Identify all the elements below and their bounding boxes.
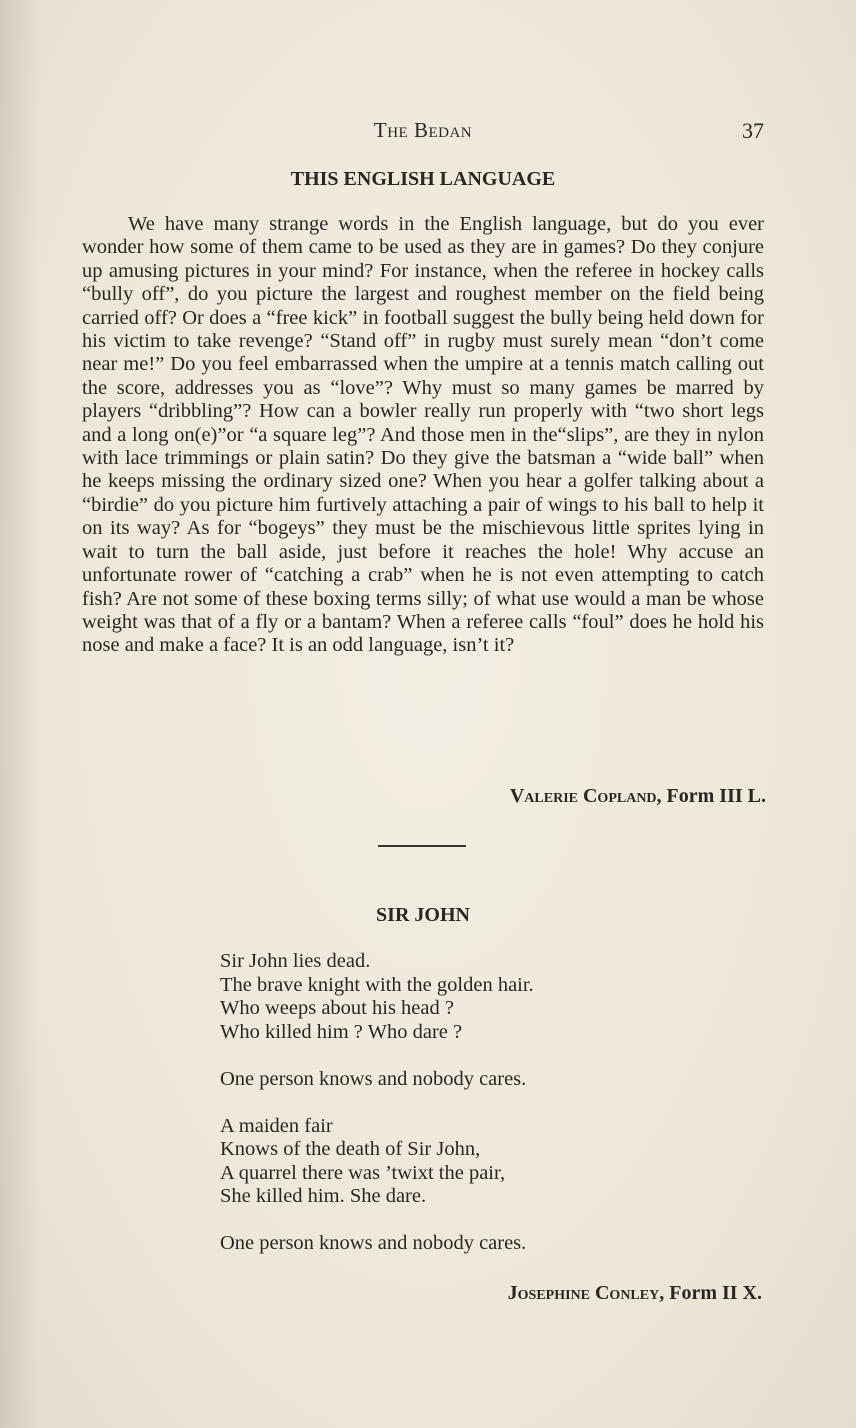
poem-line: Knows of the death of Sir John, [220,1138,481,1160]
poem-title: SIR JOHN [376,904,470,926]
poem-line: She killed him. She dare. [220,1185,427,1207]
poem-author: Josephine Conley, [507,1282,665,1304]
running-head: The Bedan [373,118,473,142]
poem-line: Sir John lies dead. [220,950,371,972]
section-divider [378,845,466,847]
article-body: We have many strange words in the English language, but do you ever wonder how some of them came to be used as they are in games? Do they conjure up amusing pictures in your mind? For instance, when the referee in hockey calls “bully off”, do you picture the largest and roughest member on the field being carried off? Or does a “free kick” in football suggest the bully being held down for his victim to take revenge? “Stand off” in rugby must surely mean “don’t come near me!” Do you feel embarrassed when the umpire at a tennis match calling out the score, addresses you as “love”? Why must so many games be marred by players “dribbling”? How can a bowler really run properly with “two short legs and a long on(e)”or “a square leg”? And those men in the“slips”, are they in nylon with lace trimmings or plain satin? Do they give the batsman a “wide ball” when he keeps missing the ordinary sized one? When you hear a golfer talking about a “birdie” do you picture him furtively attaching a pair of wings to his ball to help it on its way? As for “bogeys” they must be the mischievous little sprites lying in wait to turn the ball aside, just before it reaches the hole! Why accuse an unfortunate rower of “catching a crab” when he is not even attempting to catch fish? Are not some of these boxing terms silly; of what use would a man be whose weight was that of a fly or a bantam? When a referee calls “foul” does he hold his nose and make a face? It is an odd language, isn’t it? [82,213,764,657]
poem [220,950,720,1256]
poem-form: Form II X. [669,1282,762,1304]
page-number: 37 [742,118,764,143]
article-form: Form III L. [666,785,766,807]
poem-signature [508,1282,762,1305]
poem-line: The brave knight with the golden hair. [220,973,534,996]
poem-line: Who killed him ? Who dare ? [220,1020,463,1043]
poem-refrain: One person knows and nobody cares. [220,1232,527,1254]
article-title: THIS ENGLISH LANGUAGE [290,168,556,190]
article-author: Valerie Copland, [509,785,662,807]
article-signature [510,785,766,808]
page-header [82,118,764,150]
poem-line: A maiden fair [220,1114,333,1137]
poem-line: A quarrel there was ’twixt the pair, [220,1161,506,1184]
poem-refrain: One person knows and nobody cares. [220,1067,527,1090]
poem-line: Who weeps about his head ? [220,997,454,1019]
